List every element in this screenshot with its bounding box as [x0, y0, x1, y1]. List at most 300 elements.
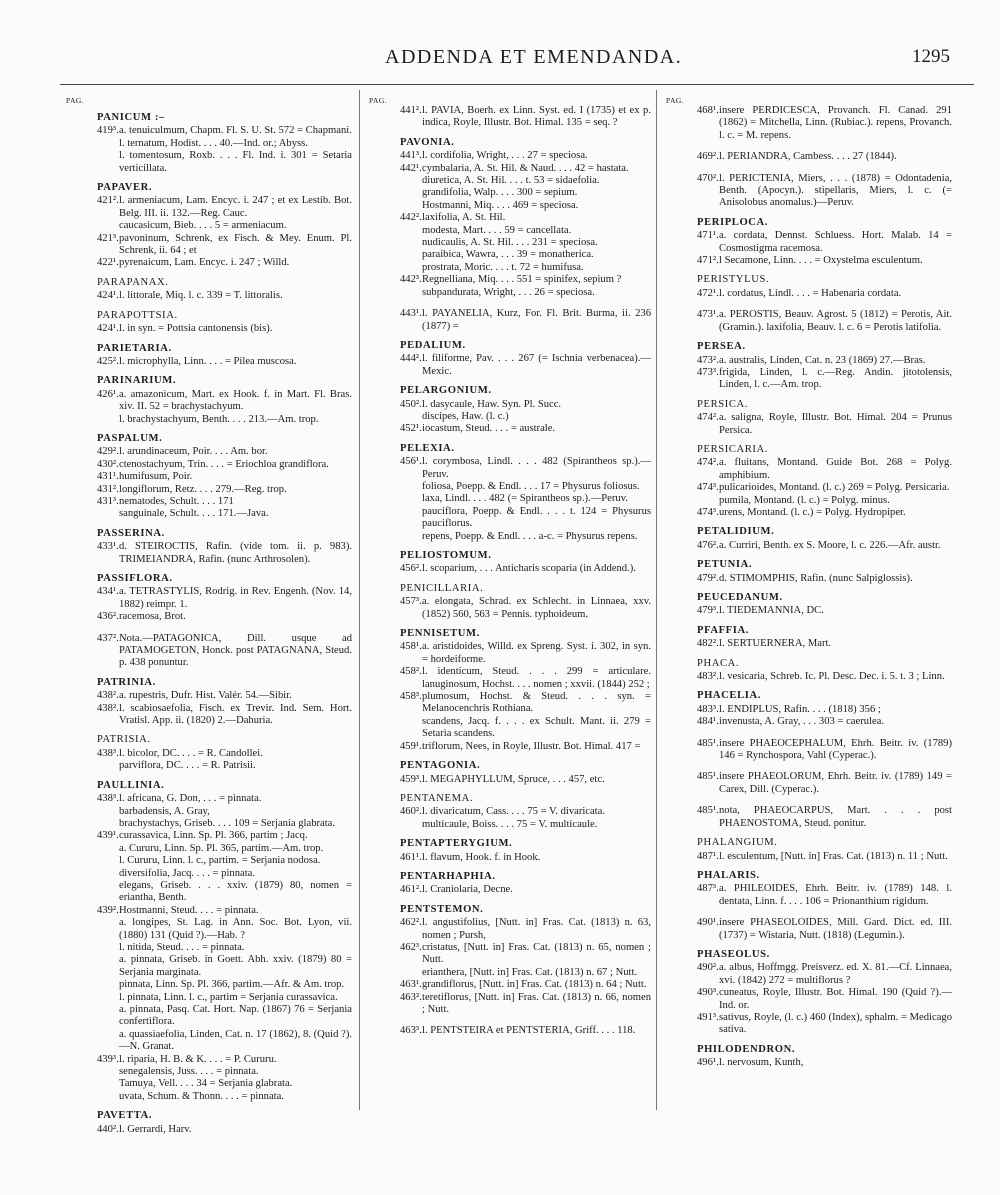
page-reference: 490². — [697, 962, 719, 974]
entry-text: ctenostachyum, Trin. . . . = Eriochloa grandiflora. — [119, 458, 329, 470]
index-entry — [66, 323, 352, 335]
page-reference: 438². — [97, 690, 119, 702]
index-entry — [666, 883, 952, 908]
index-entry — [66, 220, 352, 232]
genus-heading: PERSICARIA. — [697, 443, 769, 455]
page-reference: 450². — [400, 398, 422, 410]
index-entry — [66, 855, 352, 867]
genus-heading: PASSERINA. — [97, 527, 165, 539]
index-entry — [369, 225, 651, 237]
page-reference: 441³. — [400, 150, 422, 162]
page-reference: 462³. — [400, 941, 422, 953]
entry-text: invenusta, A. Gray, . . . 303 = caerulea. — [719, 716, 885, 728]
index-entry — [369, 1025, 651, 1037]
index-entry — [666, 105, 952, 142]
index-entry — [66, 414, 352, 426]
index-entry — [369, 150, 651, 162]
page-reference: 491³. — [697, 1011, 719, 1023]
index-entry — [666, 573, 952, 585]
page-reference: 485¹. — [697, 737, 719, 749]
entry-text: pumila, Montand. (l. c.) = Polyg. minus. — [719, 494, 890, 506]
index-entry — [369, 884, 651, 896]
entry-text: l. littorale, Miq. l. c. 339 = T. littoralis. — [119, 290, 283, 302]
index-entry — [66, 793, 352, 805]
genus-heading: PAULLINIA. — [97, 779, 165, 791]
entry-text: l. PAVIA, Boerh. ex Linn. Syst. ed. I (1735) et ex p. indica, Royle, Illustr. Bot. Himal. 135 = seq. ? — [422, 105, 651, 129]
index-entry — [369, 741, 651, 753]
index-entry — [369, 942, 651, 967]
genus-heading: PEDALIUM. — [400, 339, 466, 351]
index-entry — [369, 212, 651, 224]
column-page-label: PAG. — [666, 96, 685, 105]
running-title: ADDENDA ET EMENDANDA. — [385, 46, 683, 68]
page-reference: 422¹. — [97, 257, 119, 269]
index-entry — [66, 979, 352, 991]
genus-heading: PHACA. — [697, 657, 740, 669]
index-entry — [666, 355, 952, 367]
entry-text: l. pinnata, Linn. l. c., partim = Serjania curassavica. — [119, 991, 338, 1003]
page-reference: 479². — [697, 572, 719, 584]
entry-text: urens, Montand. (l. c.) = Polyg. Hydropiper. — [719, 506, 906, 518]
entry-text: nudicaulis, A. St. Hil. . . . 231 = speciosa. — [422, 237, 598, 249]
index-entry — [666, 716, 952, 728]
page-reference: 457³. — [400, 596, 422, 608]
index-entry — [666, 255, 952, 267]
page-reference: 424¹. — [97, 323, 119, 335]
page-reference: 474². — [697, 457, 719, 469]
column-3 — [666, 96, 952, 1191]
entry-text: a. PEROSTIS, Beauv. Agrost. 5 (1812) = Perotis, Ait. (Gramin.). laxifolia, Beauv. l. c. 6 = Perotis latifolia. — [719, 309, 952, 333]
index-entry — [66, 1054, 352, 1066]
index-entry — [66, 541, 352, 566]
page-reference: 426¹. — [97, 388, 119, 400]
page-reference: 438³. — [97, 793, 119, 805]
index-entry — [666, 288, 952, 300]
entry-text: l. bicolor, DC. . . . = R. Candollei. — [119, 747, 263, 759]
index-entry — [66, 389, 352, 414]
entry-text: a. aristidoides, Willd. ex Spreng. Syst. i. 302, in syn. = hordeiforme. — [422, 641, 651, 665]
index-entry — [66, 195, 352, 220]
index-entry — [369, 456, 651, 481]
page-reference: 485¹. — [697, 805, 719, 817]
entry-text: l. africana, G. Don, . . . = pinnata. — [119, 793, 262, 805]
index-entry — [66, 1078, 352, 1090]
index-entry — [369, 163, 651, 175]
entry-text: cristatus, [Nutt. in] Fras. Cat. (1813) n. 65, nomen ; Nutt. — [422, 941, 651, 966]
genus-heading: PANICUM :– — [97, 112, 165, 123]
index-entry — [66, 356, 352, 368]
genus-heading: PATRINIA. — [97, 676, 156, 688]
column-divider — [359, 90, 360, 1110]
genus-heading: PARINARIUM. — [97, 375, 177, 387]
entry-text: a. albus, Hoffmgg. Preisverz. ed. X. 81.—Cf. Linnaea, xvi. (1842) 272 = multiflorus ? — [719, 962, 952, 986]
column-page-label: PAG. — [66, 96, 85, 105]
entry-text: a. TETRASTYLIS, Rodrig. in Rev. Engenh. (Nov. 14, 1882) reimpr. 1. — [119, 586, 352, 610]
entry-text: frigida, Linden, l. c.—Reg. Andin. jitotolensis, Linden, l. c.—Am. trop. — [719, 366, 952, 391]
index-entry — [369, 399, 651, 411]
index-entry — [66, 690, 352, 702]
entry-text: a. pinnata, Griseb. in Goett. Abh. xxiv. (1879) 80 = Serjania marginata. — [119, 954, 352, 978]
index-entry — [369, 967, 651, 979]
entry-text: a. pinnata, Pasq. Cat. Hort. Nap. (1867) 76 = Serjania confertiflora. — [119, 1004, 352, 1028]
entry-text: senegalensis, Juss. . . . = pinnata. — [119, 1066, 259, 1078]
index-entry — [666, 230, 952, 255]
index-entry — [666, 805, 952, 830]
genus-heading: PETUNIA. — [697, 559, 753, 571]
page-reference: 459³. — [400, 773, 422, 785]
genus-heading: PASPALUM. — [97, 432, 163, 444]
page-reference: 452¹. — [400, 423, 422, 435]
genus-heading: PELARGONIUM. — [400, 385, 492, 397]
index-entry — [666, 507, 952, 519]
page-reference: 463¹. — [400, 979, 422, 991]
index-entry — [66, 954, 352, 979]
page-reference: 490¹. — [697, 917, 719, 929]
index-entry — [666, 638, 952, 650]
index-entry — [66, 446, 352, 458]
index-entry — [369, 917, 651, 942]
entry-text: nematodes, Schult. . . . 171 — [119, 495, 234, 507]
entry-text: a. tenuiculmum, Chapm. Fl. S. U. St. 572 = Chapmani. — [119, 125, 352, 137]
entry-text: l. microphylla, Linn. . . . = Pilea muscosa. — [119, 355, 297, 367]
index-entry — [66, 806, 352, 818]
page-reference: 474². — [697, 412, 719, 424]
index-entry — [66, 818, 352, 830]
entry-text: a. Cururu, Linn. Sp. Pl. 365, partim.—Am. trop. — [119, 842, 324, 854]
entry-text: prostrata, Moric. . . . t. 72 = humifusa. — [422, 261, 584, 273]
page-reference: 431¹. — [97, 471, 119, 483]
index-entry — [369, 493, 651, 505]
index-entry — [369, 249, 651, 261]
page-reference: 462². — [400, 917, 422, 929]
index-entry — [369, 105, 651, 130]
index-entry — [369, 992, 651, 1017]
index-entry — [369, 353, 651, 378]
entry-text: pinnata, Linn. Sp. Pl. 366, partim.—Afr. & Am. trop. — [119, 979, 345, 991]
entry-text: iocastum, Steud. . . . = australe. — [422, 423, 556, 435]
page-reference: 439³. — [97, 1053, 119, 1065]
index-entry — [666, 495, 952, 507]
page-reference: 442². — [400, 212, 422, 224]
index-entry — [666, 605, 952, 617]
entry-text: scandens, Jacq. f. . . . ex Schult. Mant. ii. 279 = Setaria scandens. — [422, 715, 651, 740]
entry-text: l. MEGAPHYLLUM, Spruce, . . . 457, etc. — [422, 773, 605, 785]
entry-text: repens, Poepp. & Endl. . . . a-c. = Physurus repens. — [422, 530, 638, 542]
page-reference: 442¹. — [400, 162, 422, 174]
index-entry — [66, 830, 352, 842]
index-entry — [66, 471, 352, 483]
entry-text: foliosa, Poepp. & Endl. . . . 17 = Physurus foliosus. — [422, 480, 640, 492]
page-reference: 470². — [697, 172, 719, 184]
entry-text: longiflorum, Retz. . . . 279.—Reg. trop. — [119, 483, 287, 495]
index-entry — [369, 187, 651, 199]
page-reference: 424¹. — [97, 290, 119, 302]
index-entry — [666, 482, 952, 494]
page-reference: 463². — [400, 991, 422, 1003]
entry-text: teretiflorus, [Nutt. in] Fras. Cat. (1813) n. 66, nomen ; Nutt. — [422, 991, 651, 1015]
entry-text: discipes, Haw. (l. c.) — [422, 410, 509, 422]
entry-text: l. dasycaule, Haw. Syn. Pl. Succ. — [422, 398, 562, 410]
page-reference: 444². — [400, 353, 422, 365]
index-entry — [666, 309, 952, 334]
genus-heading: PEUCEDANUM. — [697, 592, 783, 603]
page-reference: 456¹. — [400, 456, 422, 468]
entry-text: l Secamone, Linn. . . . = Oxystelma esculentum. — [719, 255, 923, 267]
page-reference: 473¹. — [697, 309, 719, 321]
index-entry — [666, 412, 952, 437]
page-reference: 456². — [400, 563, 422, 575]
page-reference: 436². — [97, 611, 119, 623]
page-reference: 431². — [97, 483, 119, 495]
entry-text: triflorum, Nees, in Royle, Illustr. Bot. Himal. 417 = — [422, 740, 641, 752]
page-reference: 484¹. — [697, 716, 719, 728]
index-entry — [369, 531, 651, 543]
entry-text: parviflora, DC. . . . = R. Patrisii. — [119, 760, 256, 772]
index-entry — [66, 703, 352, 728]
index-entry — [666, 457, 952, 482]
index-entry — [666, 151, 952, 163]
index-entry — [66, 843, 352, 855]
page-reference: 430². — [97, 458, 119, 470]
page-reference: 474³. — [697, 482, 719, 494]
entry-text: l. riparia, H. B. & K. . . . = P. Cururu. — [119, 1053, 277, 1065]
genus-heading: PAVONIA. — [400, 136, 455, 148]
page-reference: 485¹. — [697, 771, 719, 783]
index-entry — [369, 481, 651, 493]
genus-heading: PHACELIA. — [697, 690, 761, 702]
entry-text: grandifolia, Walp. . . . 300 = sepium. — [422, 187, 578, 199]
index-entry — [666, 987, 952, 1012]
index-entry — [666, 962, 952, 987]
index-entry — [369, 262, 651, 274]
page-reference: 434¹. — [97, 586, 119, 598]
entry-text: l. PERIANDRA, Cambess. . . . 27 (1844). — [719, 151, 897, 163]
genus-heading: PELEXIA. — [400, 442, 455, 454]
index-entry — [369, 852, 651, 864]
entry-text: Hostmanni, Miq. . . . 469 = speciosa. — [422, 199, 579, 211]
index-entry — [369, 274, 651, 286]
page-reference: 472¹. — [697, 287, 719, 299]
entry-text: l. in syn. = Pottsia cantonensis (bis). — [119, 323, 273, 335]
index-entry — [369, 423, 651, 435]
entry-text: laxa, Lindl. . . . 482 (= Spirantheos sp.).—Peruv. — [422, 493, 628, 505]
page-reference: 425². — [97, 355, 119, 367]
entry-text: l. PERICTENIA, Miers, . . . (1878) = Odontadenia, Benth. (Apocyn.). stipellaris, Miers, l. c. (= Anisolobus anomalus.)—Peruv. — [719, 172, 952, 209]
column-1 — [66, 96, 352, 1191]
page-reference: 473². — [697, 354, 719, 366]
entry-text: a. cordata, Dennst. Schluess. Hort. Malab. 14 = Cosmostigma racemosa. — [719, 230, 952, 254]
entry-text: l. Craniolaria, Decne. — [422, 884, 513, 896]
page-reference: 479³. — [697, 605, 719, 617]
index-entry — [66, 905, 352, 917]
entry-text: l. Cururu, Linn. l. c., partim. = Serjania nodosa. — [119, 855, 321, 867]
index-entry — [369, 819, 651, 831]
page-reference: 440². — [97, 1123, 119, 1135]
page-reference: 419³. — [97, 125, 119, 137]
entry-text: Nota.—PATAGONICA, Dill. usque ad PATAMOGETON, Honck. post PATAGNANA, Steud. p. 438 ponuntur. — [119, 632, 352, 669]
page-reference: 482². — [697, 638, 719, 650]
index-entry — [66, 150, 352, 175]
entry-text: subpandurata, Wright, . . . 26 = speciosa. — [422, 286, 595, 298]
entry-text: grandiflorus, [Nutt. in] Fras. Cat. (1813) n. 64 ; Nutt. — [422, 979, 647, 991]
page-reference: 439¹. — [97, 830, 119, 842]
entry-text: l. armeniacum, Lam. Encyc. i. 247 ; et ex Lestib. Bot. Belg. III. ii. 132.—Reg. Cauc. — [119, 195, 352, 219]
genus-heading: PENTAPTERYGIUM. — [400, 838, 513, 850]
genus-heading: PAPAVER. — [97, 182, 153, 194]
genus-heading: PAVETTA. — [97, 1110, 153, 1122]
entry-text: l. TIEDEMANNIA, DC. — [719, 605, 824, 617]
entry-text: paraibica, Wawra, . . . 39 = monatherica. — [422, 249, 594, 261]
genus-heading: PFAFFIA. — [697, 624, 749, 636]
entry-text: a. amazonicum, Mart. ex Hook. f. in Mart. Fl. Bras. xiv. II. 52 = brachystachyum. — [119, 388, 352, 413]
genus-heading: PARAPOTTSIA. — [97, 309, 178, 321]
entry-text: pavoninum, Schrenk, ex Fisch. & Mey. Enum. Pl. Schrenk, ii. 64 ; et — [119, 232, 352, 257]
page-reference: 431³. — [97, 495, 119, 507]
genus-heading: PASSIFLORA. — [97, 573, 173, 584]
index-entry — [66, 1124, 352, 1136]
index-entry — [66, 1004, 352, 1029]
page-reference: 421³. — [97, 232, 119, 244]
genus-heading: PENTARHAPHIA. — [400, 870, 496, 882]
page-reference: 458². — [400, 666, 422, 678]
entry-text: l. nitida, Steud. . . . = pinnata. — [119, 941, 245, 953]
entry-text: elegans, Griseb. . . . xxiv. (1879) 80, nomen = eriantha, Benth. — [119, 879, 352, 904]
index-entry — [666, 771, 952, 796]
entry-text: l. cordatus, Lindl. . . . = Habenaria cordata. — [719, 287, 902, 299]
index-entry — [66, 611, 352, 623]
entry-text: a. longipes, St. Lag. in Ann. Soc. Bot. Lyon, vii. (1880) 131 (Quid ?).—Hab. ? — [119, 917, 352, 941]
genus-heading: PHALANGIUM. — [697, 837, 778, 849]
index-entry — [66, 290, 352, 302]
entry-text: racemosa, Brot. — [119, 611, 186, 623]
index-entry — [66, 880, 352, 905]
index-entry — [666, 1012, 952, 1037]
index-entry — [66, 459, 352, 471]
index-entry — [369, 716, 651, 741]
index-entry — [369, 308, 651, 333]
index-entry — [66, 1029, 352, 1054]
entry-text: a. rupestris, Dufr. Hist. Valér. 54.—Sibir. — [119, 690, 292, 702]
entry-text: d. STIMOMPHIS, Rafin. (nunc Salpiglossis). — [719, 572, 913, 584]
index-entry — [369, 237, 651, 249]
page-reference: 483². — [697, 671, 719, 683]
entry-text: plumosum, Hochst. & Steud. . . . syn. = Melanocenchris Rothiana. — [422, 691, 651, 715]
entry-text: insere PHAEOLORUM, Ehrh. Beitr. iv. (1789) 149 = Carex, Dill. (Cyperac.). — [719, 771, 952, 795]
index-entry — [369, 287, 651, 299]
index-entry — [369, 979, 651, 991]
page-header — [0, 40, 1000, 80]
index-entry — [66, 496, 352, 508]
page-reference: 438³. — [97, 747, 119, 759]
page-reference: 463³. — [400, 1025, 422, 1037]
page-reference: 461¹. — [400, 851, 422, 863]
entry-text: a. australis, Linden, Cat. n. 23 (1869) 27.—Bras. — [719, 354, 926, 366]
genus-heading: PHASEOLUS. — [697, 948, 770, 960]
entry-text: a. elongata, Schrad. ex Schlecht. in Linnaea, xxv. (1852) 560, 563 = Pennis. typhoideum. — [422, 596, 651, 620]
page-number: 1295 — [912, 46, 950, 67]
genus-heading: PARAPANAX. — [97, 276, 169, 288]
entry-text: l. Gerrardi, Harv. — [119, 1123, 192, 1135]
entry-text: l. filiforme, Pav. . . . 267 (= Ischnia verbenacea).—Mexic. — [422, 353, 651, 377]
page-reference: 474³. — [697, 506, 719, 518]
genus-heading: PERSICA. — [697, 398, 749, 410]
entry-text: barbadensis, A. Gray, — [119, 805, 210, 817]
entry-text: l. angustifolius, [Nutt. in] Fras. Cat. (1813) n. 63, nomen ; Pursh, — [422, 917, 651, 941]
genus-heading: PELIOSTOMUM. — [400, 550, 492, 561]
entry-text: Regnelliana, Miq. . . . 551 = spinifex, sepium ? — [422, 274, 622, 286]
entry-text: l. flavum, Hook. f. in Hook. — [422, 851, 541, 863]
page-reference: 438². — [97, 702, 119, 714]
entry-text: l. PENTSTEIRA et PENTSTERIA, Griff. . . . 118. — [422, 1025, 636, 1037]
entry-text: l. SERTUERNERA, Mart. — [719, 638, 832, 650]
entry-text: Hostmanni, Steud. . . . = pinnata. — [119, 904, 259, 916]
page-reference: 441². — [400, 105, 422, 116]
page-reference: 483³. — [697, 703, 719, 715]
page-reference: 473³. — [697, 366, 719, 378]
page-reference: 439². — [97, 904, 119, 916]
index-entry — [369, 506, 651, 531]
entry-text: l. vesicaria, Schreb. Ic. Pl. Desc. Dec. i. 5. t. 3 ; Linn. — [719, 671, 945, 683]
index-entry — [66, 760, 352, 772]
genus-heading: PERISTYLUS. — [697, 274, 770, 286]
genus-heading: PHILODENDRON. — [697, 1043, 796, 1055]
index-entry — [369, 806, 651, 818]
index-entry — [666, 704, 952, 716]
index-entry — [66, 748, 352, 760]
page-reference: 461². — [400, 884, 422, 896]
genus-heading: PENTSTEMON. — [400, 903, 484, 915]
entry-text: insere PHASEOLOIDES, Mill. Gard. Dict. ed. III. (1737) = Wistaria, Nutt. (1818) (Legumin.). — [719, 917, 952, 941]
entry-text: l. identicum, Steud. . . . 299 = articulare. lanuginosum, Hochst. . . . nomen ; xxvii. (1844) 252 ; — [422, 666, 651, 690]
index-entry — [369, 666, 651, 691]
index-entry — [66, 138, 352, 150]
entry-text: humifusum, Poir. — [119, 471, 193, 483]
genus-heading: PENTANEMA. — [400, 792, 474, 804]
entry-text: pyrenaicum, Lam. Encyc. i. 247 ; Willd. — [119, 257, 290, 269]
index-entry — [66, 125, 352, 137]
genus-heading: PENICILLARIA. — [400, 582, 484, 594]
page-reference: 421². — [97, 195, 119, 207]
index-entry — [369, 563, 651, 575]
entry-text: l. cordifolia, Wright, . . . 27 = speciosa. — [422, 150, 588, 162]
entry-text: l. scoparium, . . . Anticharis scoparia (in Addend.). — [422, 563, 636, 575]
entry-text: cymbalaria, A. St. Hil. & Naud. . . . 42 = hastata. — [422, 162, 629, 174]
page-reference: 460². — [400, 806, 422, 818]
index-entry — [666, 917, 952, 942]
genus-heading: PENNISETUM. — [400, 628, 480, 640]
page-reference: 443¹. — [400, 308, 422, 320]
entry-text: d. STEIROCTIS, Rafin. (vide tom. ii. p. 983). TRIMEIANDRA, Rafin. (nunc Arthrosolen). — [119, 541, 352, 565]
entry-text: diuretica, A. St. Hil. . . . t. 53 = sidaefolia. — [422, 175, 600, 187]
index-entry — [66, 586, 352, 611]
entry-text: cuneatus, Royle, Illustr. Bot. Himal. 190 (Quid ?).—Ind. or. — [719, 987, 952, 1011]
entry-text: l. divaricatum, Cass. . . . 75 = V. divaricata. — [422, 806, 605, 818]
entry-text: modesta, Mart. . . . 59 = cancellata. — [422, 224, 572, 236]
entry-text: a. Curriri, Benth. ex S. Moore, l. c. 226.—Afr. austr. — [719, 539, 941, 551]
entry-text: l. nervosum, Kunth, — [719, 1057, 804, 1069]
entry-text: pauciflora, Poepp. & Endl. . . . t. 124 = Physurus pauciflorus. — [422, 505, 651, 530]
entry-text: l. PAYANELIA, Kurz, For. Fl. Brit. Burma, ii. 236 (1877) = — [422, 308, 651, 332]
page-reference: 487³. — [697, 883, 719, 895]
entry-text: insere PHAEOCEPHALUM, Ehrh. Beitr. iv. (1789) 146 = Rynchospora, Vahl (Cyperac.). — [719, 737, 952, 762]
genus-heading: PENTAGONIA. — [400, 760, 481, 772]
page-reference: 468¹. — [697, 105, 719, 116]
column-2 — [369, 96, 651, 1191]
column-page-label: PAG. — [369, 96, 388, 105]
entry-text: l. ternatum, Hodist. . . . 40.—Ind. or.; Abyss. — [119, 137, 308, 149]
page-reference: 458³. — [400, 691, 422, 703]
page-reference: 496¹. — [697, 1057, 719, 1069]
